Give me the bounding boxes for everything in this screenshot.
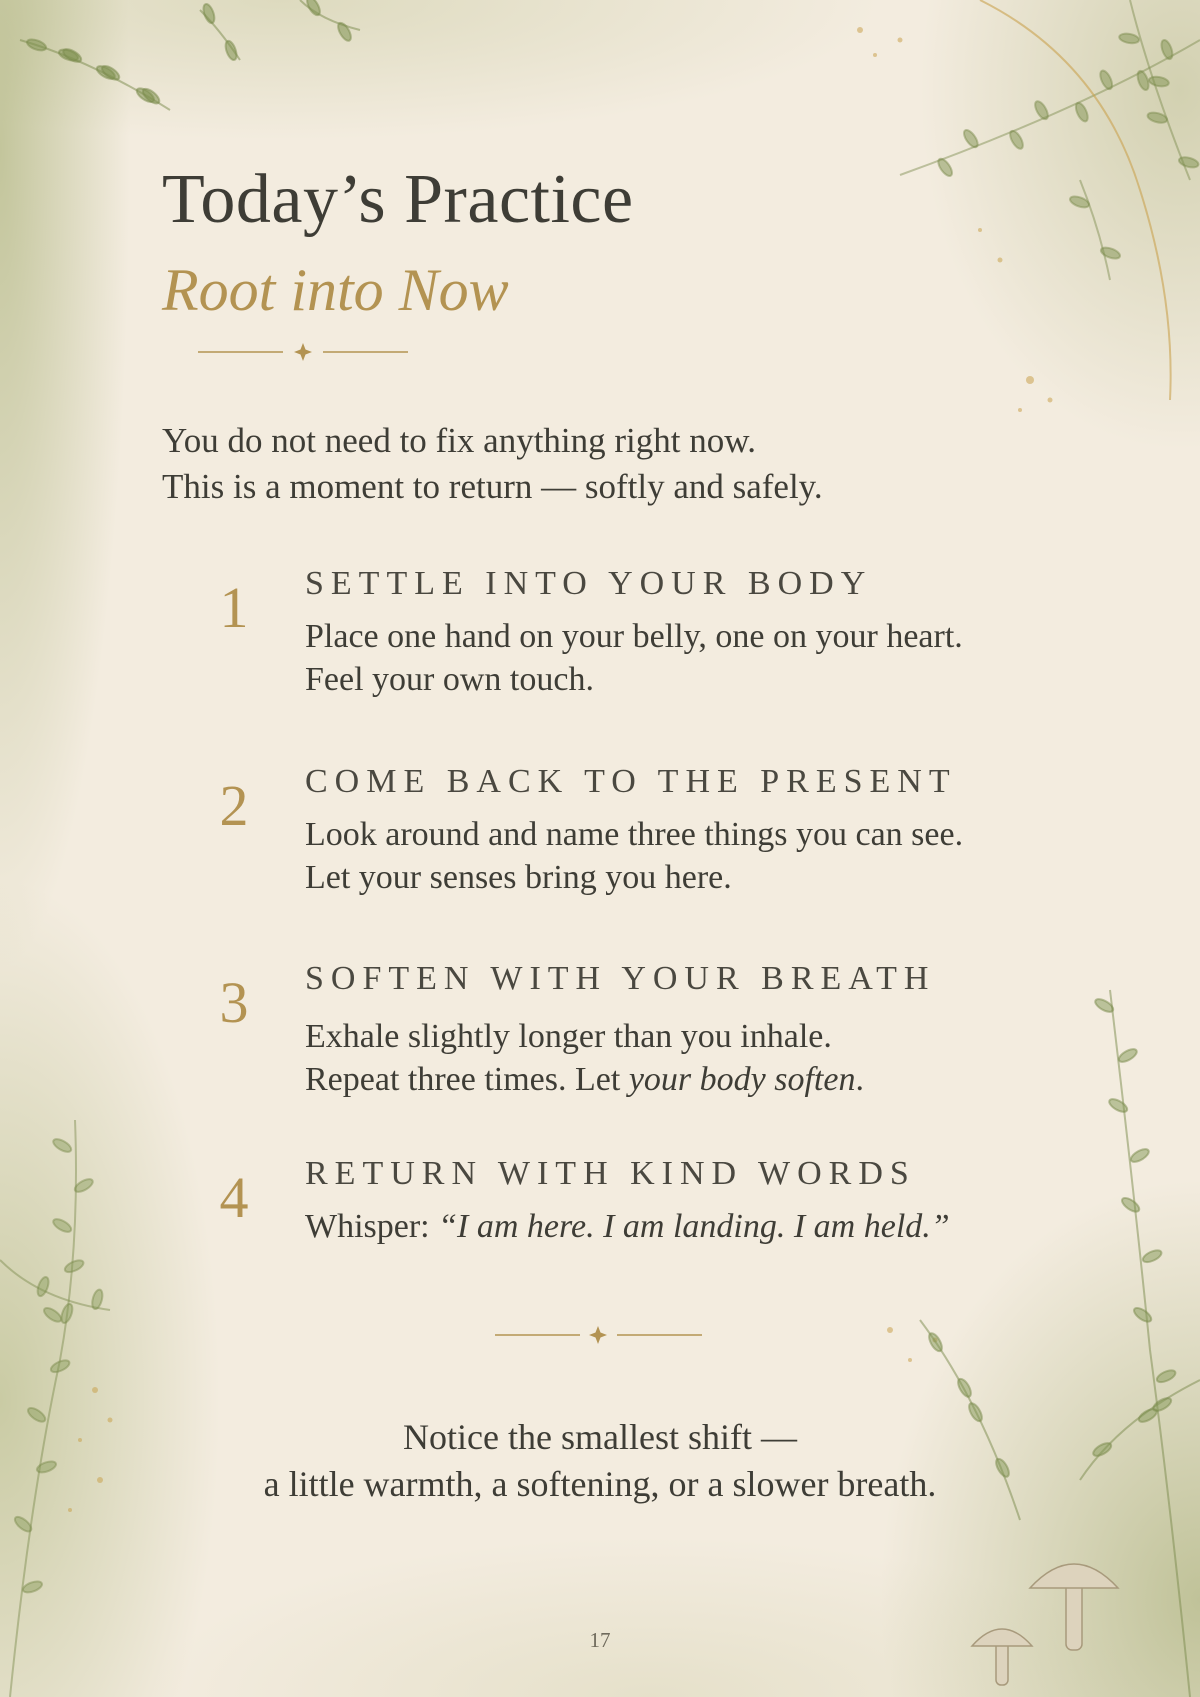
- step-line: Feel your own touch.: [305, 661, 594, 698]
- step-heading: RETURN WITH KIND WORDS: [305, 1155, 916, 1192]
- step-heading: SETTLE INTO YOUR BODY: [305, 565, 873, 602]
- step-heading: SOFTEN WITH YOUR BREATH: [305, 960, 936, 997]
- step-line: Look around and name three things you can see.: [305, 816, 964, 853]
- closing-divider: [495, 1323, 710, 1347]
- step-description: [305, 813, 963, 899]
- step-line: Place one hand on your belly, one on your heart.: [305, 618, 963, 655]
- top-left-foliage: [20, 0, 360, 110]
- step-line-text: Repeat three times. Let: [305, 1061, 629, 1098]
- step-line-emphasis: your body soften: [628, 1061, 856, 1098]
- closing-line: Notice the smallest shift —: [403, 1417, 797, 1457]
- title-divider: [198, 340, 413, 364]
- top-right-foliage: [900, 0, 1200, 280]
- step-number: 2: [219, 773, 249, 838]
- step-description: [305, 1205, 950, 1248]
- step-number: 3: [219, 970, 249, 1035]
- mushroom-icon: [972, 1564, 1118, 1685]
- intro-text: [162, 418, 823, 510]
- step-line: Exhale slightly longer than you inhale.: [305, 1018, 832, 1055]
- step-line-text: .: [855, 1061, 864, 1098]
- step-heading: COME BACK TO THE PRESENT: [305, 763, 957, 800]
- step-description: [305, 1015, 864, 1101]
- closing-text: [0, 1414, 1200, 1508]
- sparkle-icon: [589, 1326, 607, 1344]
- left-foliage: [0, 1120, 110, 1697]
- sparkle-icon: [294, 343, 312, 361]
- intro-line: You do not need to fix anything right now.: [162, 421, 757, 460]
- step-line: Let your senses bring you here.: [305, 859, 732, 896]
- right-foliage: [920, 990, 1200, 1697]
- step-line: [305, 1205, 950, 1248]
- page-subtitle: Root into Now: [162, 257, 509, 323]
- step-line-text: Whisper:: [305, 1208, 439, 1245]
- step-number: 1: [219, 575, 249, 640]
- step-line: [305, 1058, 864, 1101]
- step-number: 4: [219, 1165, 249, 1230]
- step-description: [305, 615, 963, 701]
- page-title: Today’s Practice: [162, 161, 634, 238]
- intro-line: This is a moment to return — softly and safely.: [162, 467, 823, 506]
- closing-line: a little warmth, a softening, or a slower breath.: [263, 1464, 937, 1504]
- step-line-emphasis: “I am here. I am landing. I am held.”: [438, 1208, 950, 1245]
- page-number: 17: [589, 1628, 611, 1652]
